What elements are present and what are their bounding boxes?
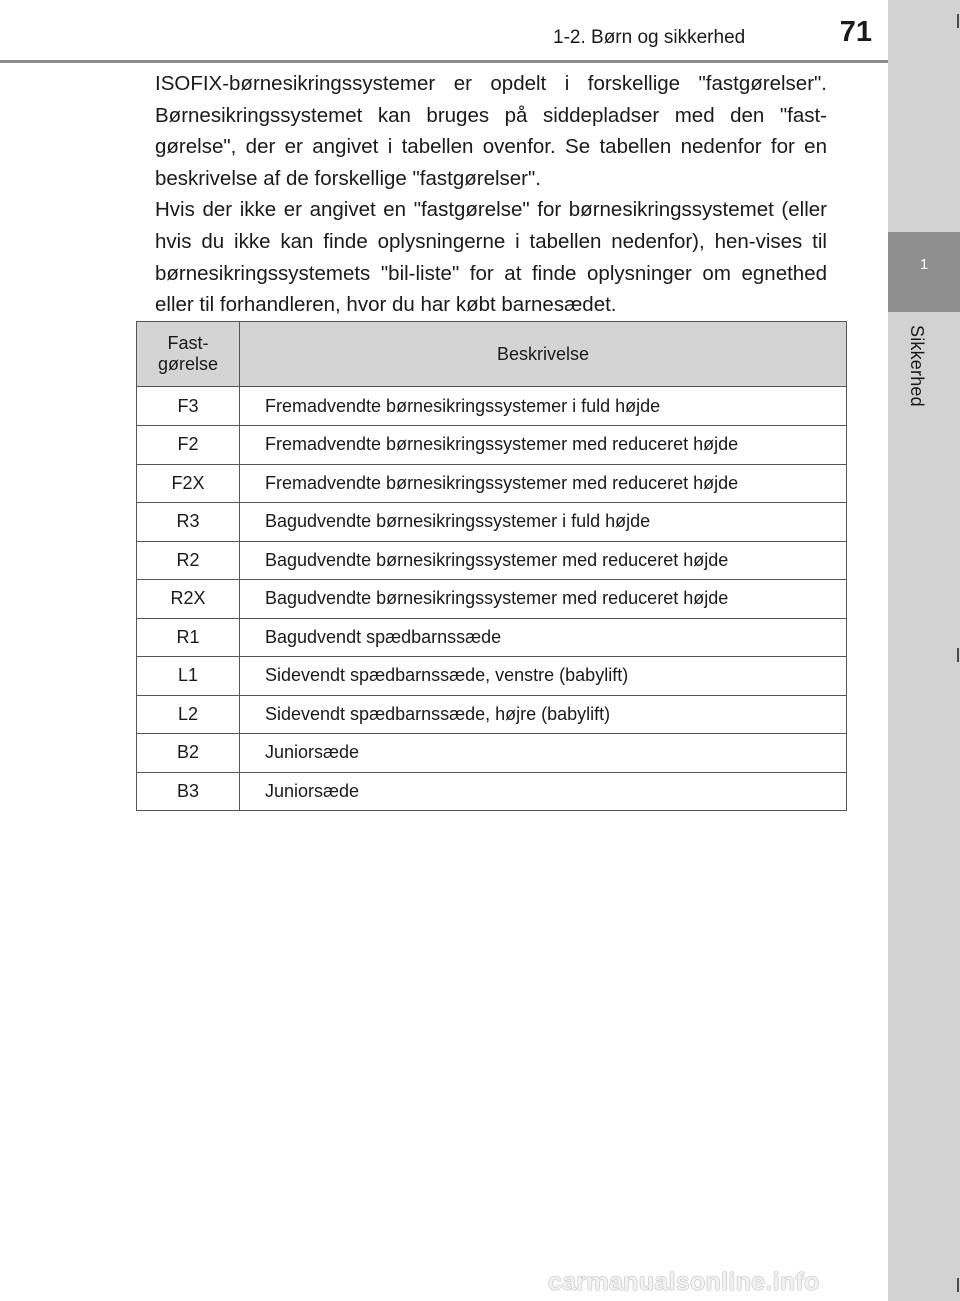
header-description — [240, 322, 847, 387]
chapter-number: 1 — [919, 256, 929, 273]
cell-code: R2X — [137, 580, 240, 619]
section-title: 1-2. Børn og sikkerhed — [553, 27, 746, 48]
cell-code: F3 — [137, 387, 240, 426]
cell-description: Fremadvendte børnesikringssystemer med reduceret højde — [240, 426, 847, 465]
cell-description: Fremadvendte børnesikringssystemer i fuld højde — [240, 387, 847, 426]
chapter-label: Sikkerhed — [907, 325, 927, 407]
table-row — [137, 541, 847, 580]
paragraph: Hvis der ikke er angivet en "fastgørelse" for børnesikringssystemet (eller hvis du ikke kan finde oplysningerne i tabellen nedenfor), hen-vises til børnesikringssystemets "bil-liste" for at finde oplysninger om egnethed eller til forhandleren, hvor du har købt barnesædet. — [155, 198, 827, 317]
header-description-label: Beskrivelse — [496, 343, 590, 364]
chapter-side-tab — [888, 0, 960, 1301]
table-header-row — [137, 322, 847, 387]
header-code-label: Fast- gørelse — [157, 333, 219, 374]
cell-code: B3 — [137, 772, 240, 811]
cell-code: F2 — [137, 426, 240, 465]
cell-code: R3 — [137, 503, 240, 542]
paragraph: ISOFIX-børnesikringssystemer er opdelt i forskellige "fastgørelser". Børnesikringssystemet kan bruges på siddepladser med den "fast-gørelse", der er angivet i tabellen ovenfor. Se tabellen nedenfor for en beskrivelse af de forskellige "fastgørelser". — [155, 72, 827, 190]
table-row — [137, 618, 847, 657]
cell-code: F2X — [137, 464, 240, 503]
header-code — [137, 322, 240, 387]
cell-code: R1 — [137, 618, 240, 657]
cell-description: Bagudvendte børnesikringssystemer med reduceret højde — [240, 541, 847, 580]
cell-description: Bagudvendt spædbarnssæde — [240, 618, 847, 657]
page-number: 71 — [839, 16, 872, 48]
cell-description: Juniorsæde — [240, 772, 847, 811]
table-row — [137, 772, 847, 811]
table-row — [137, 426, 847, 465]
cell-description: Juniorsæde — [240, 734, 847, 773]
cell-code: L2 — [137, 695, 240, 734]
edge-tick-mark — [957, 14, 959, 28]
table-row — [137, 734, 847, 773]
cell-description: Bagudvendte børnesikringssystemer i fuld højde — [240, 503, 847, 542]
body-text — [155, 68, 827, 321]
cell-description: Sidevendt spædbarnssæde, højre (babylift) — [240, 695, 847, 734]
table-row — [137, 387, 847, 426]
fastening-table — [136, 321, 847, 811]
cell-code: L1 — [137, 657, 240, 696]
header-divider — [0, 60, 888, 63]
cell-code: B2 — [137, 734, 240, 773]
watermark: carmanualsonline.info — [548, 1268, 820, 1296]
cell-description: Sidevendt spædbarnssæde, venstre (babylift) — [240, 657, 847, 696]
table-row — [137, 464, 847, 503]
cell-description: Fremadvendte børnesikringssystemer med reduceret højde — [240, 464, 847, 503]
cell-code: R2 — [137, 541, 240, 580]
cell-description: Bagudvendte børnesikringssystemer med reduceret højde — [240, 580, 847, 619]
table-row — [137, 657, 847, 696]
edge-tick-mark — [957, 648, 959, 662]
edge-tick-mark — [957, 1278, 959, 1292]
table-row — [137, 503, 847, 542]
table-row — [137, 580, 847, 619]
table-row — [137, 695, 847, 734]
